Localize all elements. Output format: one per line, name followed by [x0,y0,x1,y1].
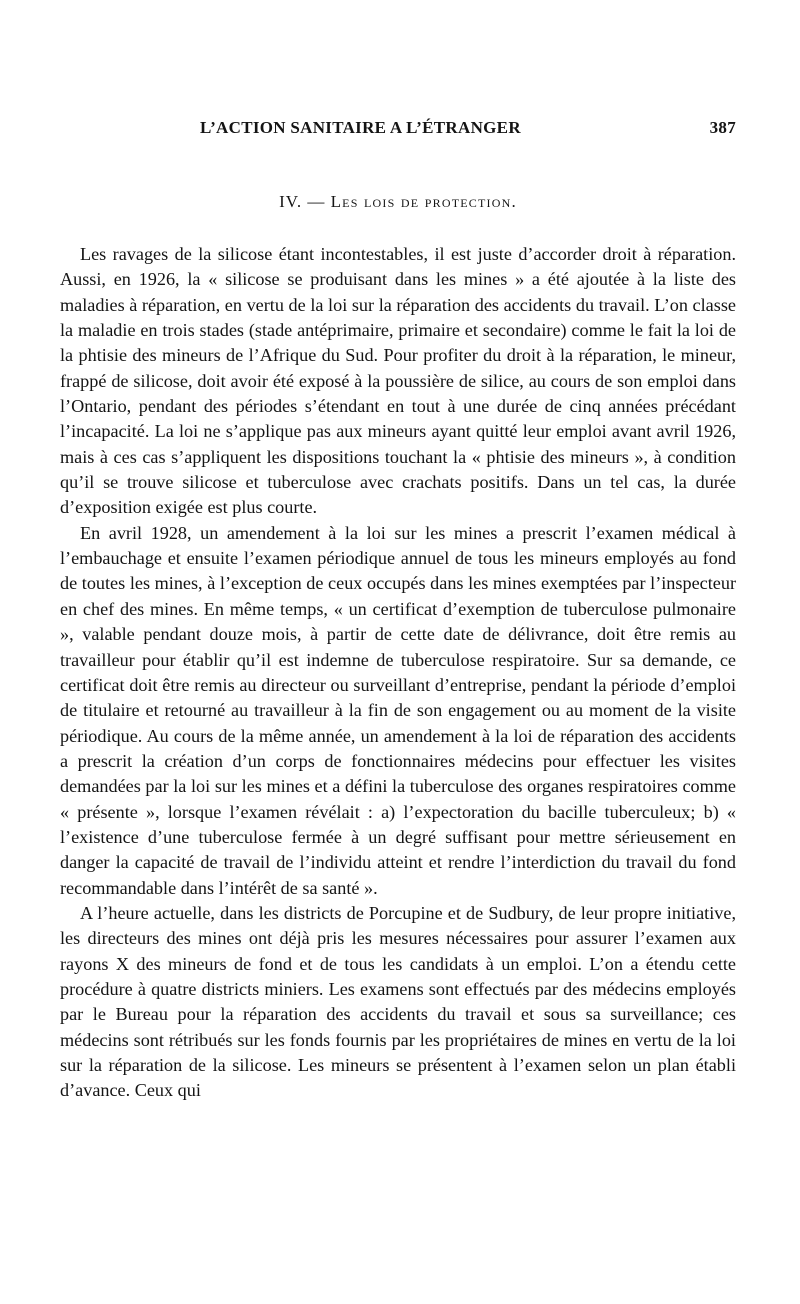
running-header [60,118,736,144]
page-number: 387 [709,118,736,137]
body-paragraph: Les ravages de la silicose étant incontestables, il est juste d’accorder droit à réparation. Aussi, en 1926, la « silicose se produisant dans les mines » a été ajoutée à la liste des maladies à réparation, en vertu de la loi sur la réparation des accidents du travail. L’on classe la maladie en trois stades (stade antéprimaire, primaire et secondaire) comme le fait la loi de la phtisie des mineurs de l’Afrique du Sud. Pour profiter du droit à la réparation, le mineur, frappé de silicose, doit avoir été exposé à la poussière de silice, au cours de son emploi dans l’Ontario, pendant des périodes s’étendant en tout à une durée de cinq années précédant l’incapacité. La loi ne s’applique pas aux mineurs ayant quitté leur emploi avant avril 1926, mais à ces cas s’appliquent les dispositions touchant la « phtisie des mineurs », à condition qu’il se trouve silicose et tuberculose avec crachats positifs. Dans un tel cas, la durée d’exposition exigée est plus courte. [60,244,736,518]
document-page [60,118,736,1104]
running-title: L’ACTION SANITAIRE A L’ÉTRANGER [200,118,521,137]
body-paragraph: En avril 1928, un amendement à la loi sur les mines a prescrit l’examen médical à l’embauchage et ensuite l’examen périodique annuel de tous les mineurs employés au fond de toutes les mines, à l’exception de ceux occupés dans les mines exemptées par l’inspecteur en chef des mines. En même temps, « un certificat d’exemption de tuberculose pulmonaire », valable pendant douze mois, à partir de cette date de délivrance, doit être remis au travailleur pour établir qu’il est indemne de tuberculose respiratoire. Sur sa demande, ce certificat doit être remis au directeur ou surveillant d’entreprise, pendant la période d’emploi de titulaire et retourné au travailleur à la fin de son engagement ou au moment de la visite périodique. Au cours de la même année, un amendement à la loi de réparation des accidents a prescrit la création d’un corps de fonctionnaires médecins pour effectuer les visites demandées par la loi sur les mines et a défini la tuberculose des organes respiratoires comme « présente », lorsque l’examen révélait : a) l’expectoration du bacille tuberculeux; b) « l’existence d’une tuberculose fermée à un degré suffisant pour mettre sérieusement en danger la capacité de travail de l’individu atteint et rendre l’interdiction du travail du fond recommandable dans l’intérêt de sa santé ». [60,522,736,898]
section-title: Les lois de protection. [330,192,517,211]
body-paragraph: A l’heure actuelle, dans les districts de Porcupine et de Sudbury, de leur propre initiative, les directeurs des mines ont déjà pris les mesures nécessaires pour assurer l’examen aux rayons X des mineurs de fond et de tous les candidats à un emploi. L’on a étendu cette procédure à quatre districts miniers. Les examens sont effectués par des médecins employés par le Bureau pour la réparation des accidents du travail et sous sa surveillance; ces médecins sont rétribués sur les fonds fournis par les propriétaires de mines en vertu de la loi sur la réparation de la silicose. Les mineurs se présentent à l’examen selon un plan établi d’avance. Ceux qui [60,902,736,1101]
section-number: IV. — [279,192,326,211]
section-heading [60,192,736,212]
